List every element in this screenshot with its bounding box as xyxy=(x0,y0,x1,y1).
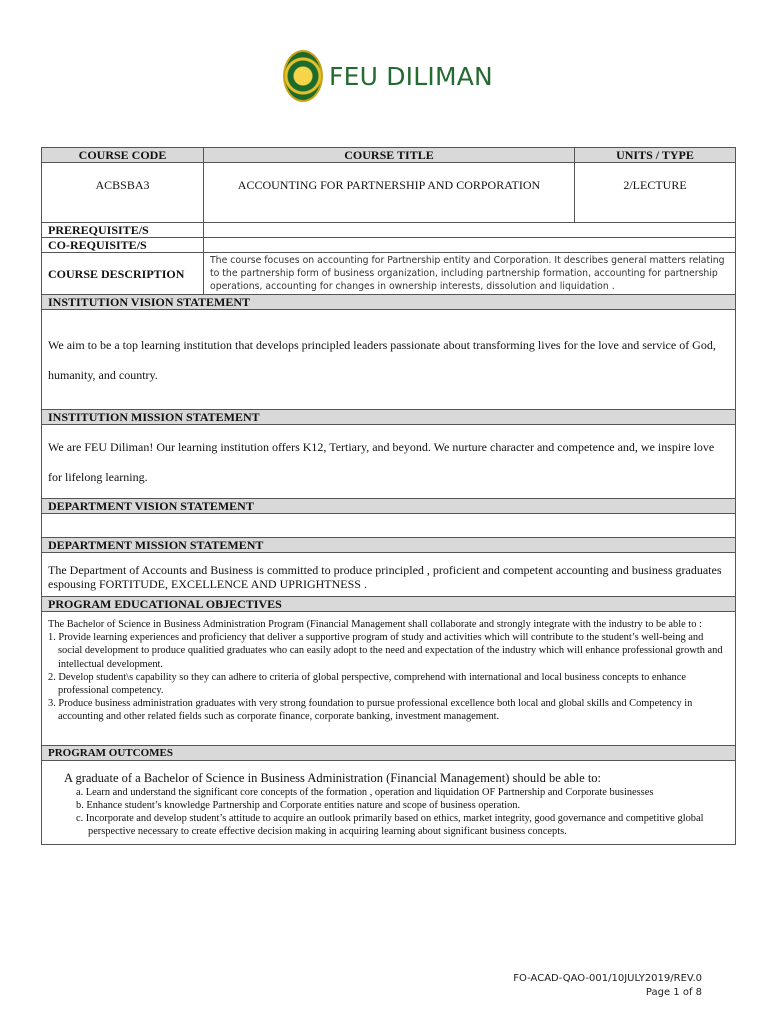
peo-item: 3. Produce business administration graduates with very strong foundation to pursue professional excellence both local and global skills and Competency in accounting and other related fields such as corporate finance, corporate banking, investment management. xyxy=(48,698,693,723)
corequisite-label: CO-REQUISITE/S xyxy=(42,238,204,253)
col-course-title: COURSE TITLE xyxy=(204,148,575,163)
units-type-value: 2/LECTURE xyxy=(575,163,736,223)
table-header-row xyxy=(42,148,736,163)
peo-heading-row xyxy=(42,597,736,612)
po-item: b. Enhance student’s knowledge Partnership and Corporate entities nature and scope of business operation. xyxy=(76,800,521,811)
institution-mission-row xyxy=(42,425,736,499)
po-title: PROGRAM OUTCOMES xyxy=(42,746,736,761)
po-content xyxy=(42,761,736,845)
page-number: Page 1 of 8 xyxy=(645,987,702,998)
department-vision-row xyxy=(42,514,736,538)
col-units-type: UNITS / TYPE xyxy=(575,148,736,163)
institution-mission-title: INSTITUTION MISSION STATEMENT xyxy=(42,410,736,425)
page-footer xyxy=(513,972,702,1000)
po-row xyxy=(42,761,736,845)
po-lead: A graduate of a Bachelor of Science in Business Administration (Financial Management) should be able to: xyxy=(64,771,602,785)
department-vision-heading-row xyxy=(42,499,736,514)
peo-row xyxy=(42,612,736,746)
course-syllabus-table xyxy=(41,147,736,845)
brand-name: FEU DILIMAN xyxy=(329,61,493,91)
peo-item: 2. Develop student\s capability so they can adhere to criteria of global perspective, comprehend with international and local business concepts to enhance professional competency. xyxy=(48,671,686,697)
peo-title: PROGRAM EDUCATIONAL OBJECTIVES xyxy=(42,597,736,612)
po-heading-row xyxy=(42,746,736,761)
peo-content xyxy=(42,612,736,746)
course-code-value: ACBSBA3 xyxy=(42,163,204,223)
form-code: FO-ACAD-QAO-001/10JULY2019/REV.0 xyxy=(513,973,702,984)
department-mission-text: The Department of Accounts and Business is committed to produce principled , proficient and competent accounting and business graduates espousing FORTITUDE, EXCELLENCE AND UPRIGHTNESS . xyxy=(42,553,736,597)
course-description-label: COURSE DESCRIPTION xyxy=(42,253,204,295)
course-description-row xyxy=(42,253,736,295)
institution-mission-text: We are FEU Diliman! Our learning institution offers K12, Tertiary, and beyond. We nurture character and competence and, we inspire love for lifelong learning. xyxy=(42,425,736,499)
course-info-row xyxy=(42,163,736,223)
department-mission-row xyxy=(42,553,736,597)
corequisite-row xyxy=(42,238,736,253)
peo-intro: The Bachelor of Science in Business Administration Program (Financial Management shall collaborate and strongly integrate with the industry to be able to : xyxy=(48,619,702,630)
peo-item: 1. Provide learning experiences and proficiency that deliver a supportive program of study and activities which will contribute to the student’s well-being and social development to produce qualitied graduates who can easily adopt to the need and expectation of the industry which will enhance professional growth and intellectual development. xyxy=(48,632,723,670)
institution-vision-heading-row xyxy=(42,295,736,310)
department-mission-title: DEPARTMENT MISSION STATEMENT xyxy=(42,538,736,553)
col-course-code: COURSE CODE xyxy=(42,148,204,163)
prerequisite-label: PREREQUISITE/S xyxy=(42,223,204,238)
po-item: a. Learn and understand the significant core concepts of the formation , operation and liquidation OF Partnership and Corporate businesses xyxy=(76,787,654,798)
course-description-text: The course focuses on accounting for Partnership entity and Corporation. It describes general matters relating to the partnership form of business organization, including partnership formation, accounting for partnership operations, accounting for changes in ownership interests, dissolution and liquidation . xyxy=(204,253,736,295)
department-mission-heading-row xyxy=(42,538,736,553)
feu-seal-icon xyxy=(283,50,323,102)
corequisite-value xyxy=(204,238,736,253)
prerequisite-value xyxy=(204,223,736,238)
po-item: c. Incorporate and develop student’s attitude to acquire an outlook primarily based on ethics, market integrity, good governance and competitive global perspective necessary to create effective decision making in acquiring learning about significant business concepts. xyxy=(76,813,704,837)
prerequisite-row xyxy=(42,223,736,238)
institution-mission-heading-row xyxy=(42,410,736,425)
institution-vision-title: INSTITUTION VISION STATEMENT xyxy=(42,295,736,310)
institution-logo xyxy=(283,48,493,104)
department-vision-title: DEPARTMENT VISION STATEMENT xyxy=(42,499,736,514)
department-vision-text xyxy=(42,514,736,538)
course-title-value: ACCOUNTING FOR PARTNERSHIP AND CORPORATION xyxy=(204,163,575,223)
institution-vision-row xyxy=(42,310,736,410)
institution-vision-text: We aim to be a top learning institution that develops principled leaders passionate about transforming lives for the love and service of God, humanity, and country. xyxy=(42,310,736,410)
